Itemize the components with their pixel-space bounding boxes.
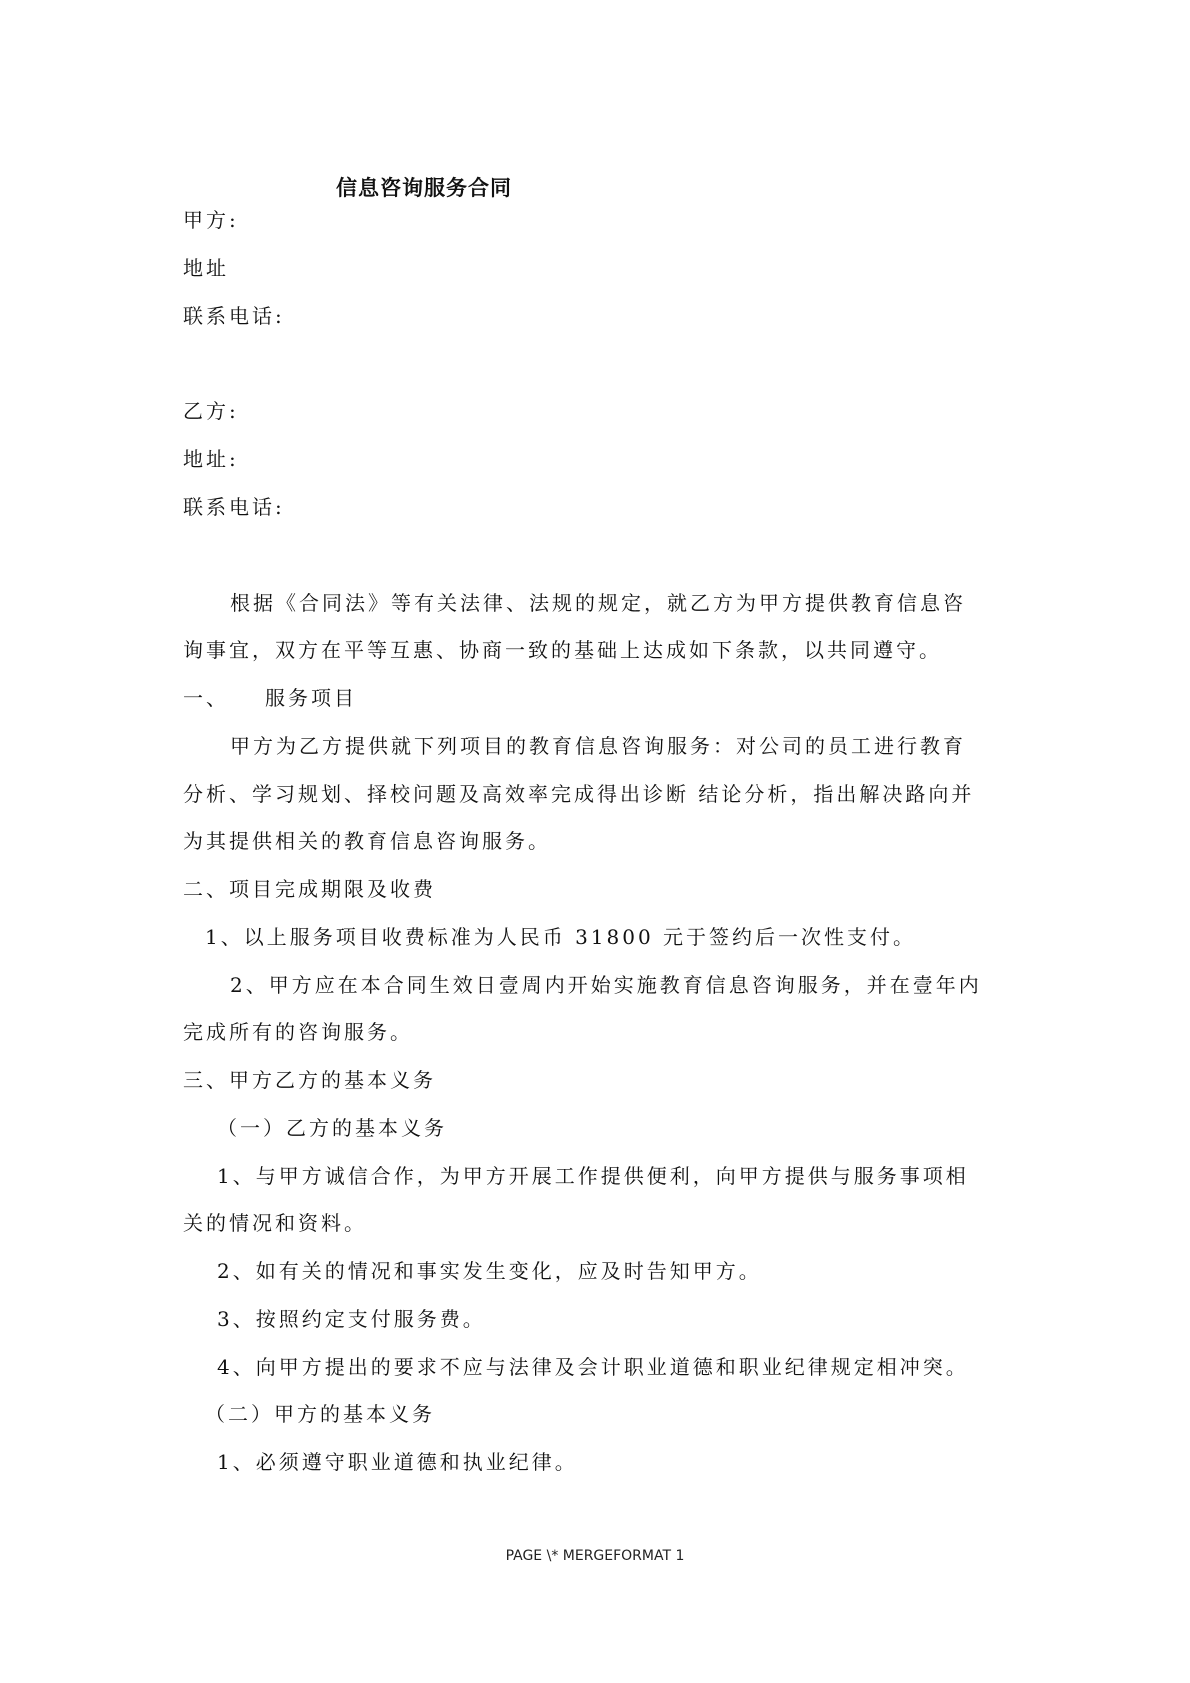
- party-b-address-label: 地址:: [183, 447, 239, 471]
- section-1-heading-number: 一、: [183, 686, 229, 710]
- section-3-sub-2-item-1: 1、必须遵守职业道德和执业纪律。: [217, 1450, 578, 1474]
- party-b-label: 乙方:: [183, 399, 239, 423]
- preamble-line-1: 根据《合同法》等有关法律、法规的规定，就乙方为甲方提供教育信息咨: [230, 591, 966, 615]
- section-3-sub-2-heading: （二）甲方的基本义务: [205, 1402, 435, 1426]
- section-2-item-2-line-2: 完成所有的咨询服务。: [183, 1020, 413, 1044]
- section-2-item-2-line-1: 2、甲方应在本合同生效日壹周内开始实施教育信息咨询服务，并在壹年内: [230, 973, 982, 997]
- section-3-sub-1-item-1-line-2: 关的情况和资料。: [183, 1211, 367, 1235]
- document-title: 信息咨询服务合同: [336, 175, 512, 200]
- page-footer: PAGE \* MERGEFORMAT 1: [505, 1548, 685, 1564]
- section-3-sub-1-item-4: 4、向甲方提出的要求不应与法律及会计职业道德和职业纪律规定相冲突。: [217, 1355, 969, 1379]
- section-1-para-line-2: 分析、学习规划、择校问题及高效率完成得出诊断 结论分析，指出解决路向并: [183, 782, 975, 806]
- section-2-heading: 二、项目完成期限及收费: [183, 877, 436, 901]
- section-1-heading: 服务项目: [265, 686, 357, 710]
- party-a-address-label: 地址: [183, 256, 229, 280]
- section-3-sub-1-item-3: 3、按照约定支付服务费。: [217, 1307, 486, 1331]
- section-3-sub-1-item-2: 2、如有关的情况和事实发生变化，应及时告知甲方。: [217, 1259, 762, 1283]
- section-1-para-line-3: 为其提供相关的教育信息咨询服务。: [183, 829, 551, 853]
- party-a-phone-label: 联系电话:: [183, 304, 285, 328]
- preamble-line-2: 询事宜，双方在平等互惠、协商一致的基础上达成如下条款，以共同遵守。: [183, 638, 942, 662]
- party-a-label: 甲方:: [183, 208, 239, 232]
- section-1-para-line-1: 甲方为乙方提供就下列项目的教育信息咨询服务：对公司的员工进行教育: [230, 734, 966, 758]
- section-3-sub-1-heading: （一）乙方的基本义务: [217, 1116, 447, 1140]
- party-b-phone-label: 联系电话:: [183, 495, 285, 519]
- section-3-heading: 三、甲方乙方的基本义务: [183, 1068, 436, 1092]
- section-2-item-1: 1、以上服务项目收费标准为人民币 31800 元于签约后一次性支付。: [205, 925, 917, 949]
- section-3-sub-1-item-1-line-1: 1、与甲方诚信合作，为甲方开展工作提供便利，向甲方提供与服务事项相: [217, 1164, 969, 1188]
